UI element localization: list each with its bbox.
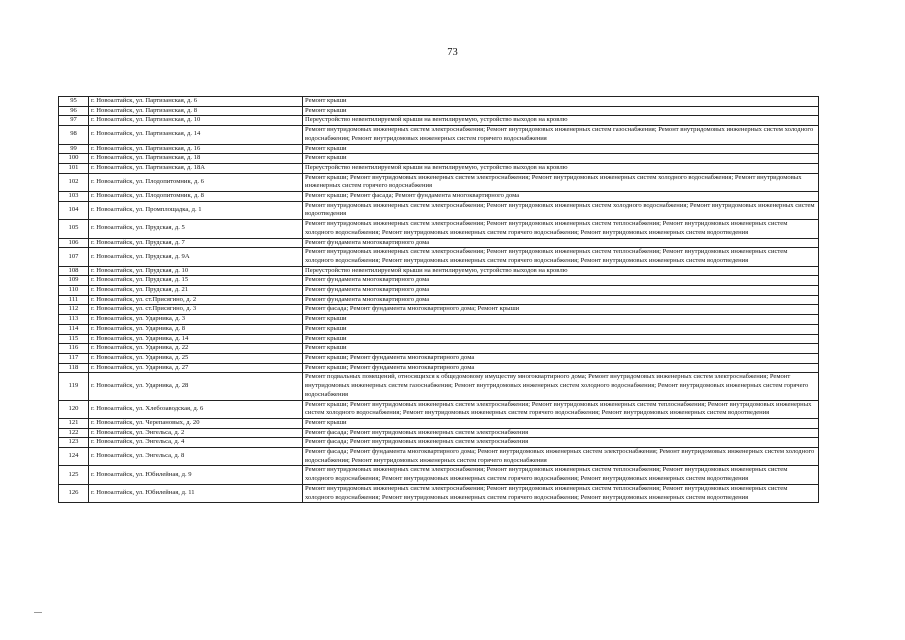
works-cell: Ремонт внутридомовых инженерных систем электроснабжения; Ремонт внутридомовых инженерных систем холодного водоснабжения; Ремонт внутридомовых инженерных систем водоотведения <box>303 201 819 219</box>
address-cell: г. Новоалтайск, ул. Прудская, д. 5 <box>89 220 303 238</box>
address-cell: г. Новоалтайск, ул. Плодопитомник, д. 6 <box>89 173 303 191</box>
table-row <box>59 438 819 448</box>
row-number-cell: 114 <box>59 324 89 334</box>
address-cell: г. Новоалтайск, ул. Промплощадка, д. 1 <box>89 201 303 219</box>
address-cell: г. Новоалтайск, ул. Ударника, д. 27 <box>89 363 303 373</box>
table-row <box>59 315 819 325</box>
address-cell: г. Новоалтайск, ул. Ударника, д. 22 <box>89 344 303 354</box>
address-cell: г. Новоалтайск, ул. Ударника, д. 14 <box>89 334 303 344</box>
row-number-cell: 122 <box>59 428 89 438</box>
row-number-cell: 100 <box>59 154 89 164</box>
works-cell: Ремонт крыши; Ремонт фундамента многоквартирного дома <box>303 363 819 373</box>
table-row <box>59 428 819 438</box>
table-row <box>59 295 819 305</box>
address-cell: г. Новоалтайск, ул. Юбилейная, д. 9 <box>89 466 303 484</box>
row-number-cell: 117 <box>59 353 89 363</box>
table-row <box>59 97 819 107</box>
address-cell: г. Новоалтайск, ул. Партизанская, д. 18 <box>89 154 303 164</box>
works-cell: Ремонт подвальных помещений, относящихся к общедомовому имуществу многоквартирного дома; Ремонт внутридомовых инженерных систем электроснабжения; Ремонт внутридомовых инженерных систем газоснабжения; Ремонт внутридомовых инженерных систем холодного водоснабжения; Ремонт внутридомовых инженерных систем горячего водоснабжения <box>303 373 819 400</box>
row-number-cell: 119 <box>59 373 89 400</box>
row-number-cell: 96 <box>59 106 89 116</box>
table-row <box>59 106 819 116</box>
row-number-cell: 118 <box>59 363 89 373</box>
table-row <box>59 448 819 466</box>
table-row <box>59 305 819 315</box>
table-row <box>59 344 819 354</box>
row-number-cell: 125 <box>59 466 89 484</box>
works-cell: Переустройство невентилируемой крыши на вентилируемую, устройство выходов на кровлю <box>303 116 819 126</box>
row-number-cell: 102 <box>59 173 89 191</box>
address-cell: г. Новоалтайск, ул. Ударника, д. 3 <box>89 315 303 325</box>
table-row <box>59 400 819 418</box>
table-row <box>59 484 819 502</box>
works-cell: Ремонт крыши <box>303 418 819 428</box>
works-cell: Ремонт крыши; Ремонт внутридомовых инженерных систем электроснабжения; Ремонт внутридомовых инженерных систем холодного водоснабжения; Ремонт внутридомовых инженерных систем горячего водоснабжения <box>303 173 819 191</box>
address-cell: г. Новоалтайск, ул. ст.Присягино, д. 3 <box>89 305 303 315</box>
row-number-cell: 101 <box>59 163 89 173</box>
row-number-cell: 115 <box>59 334 89 344</box>
table-row <box>59 418 819 428</box>
works-cell: Ремонт крыши <box>303 324 819 334</box>
address-cell: г. Новоалтайск, ул. Черепановых, д. 20 <box>89 418 303 428</box>
row-number-cell: 104 <box>59 201 89 219</box>
row-number-cell: 111 <box>59 295 89 305</box>
row-number-cell: 95 <box>59 97 89 107</box>
works-cell: Ремонт крыши; Ремонт фундамента многоквартирного дома <box>303 353 819 363</box>
address-cell: г. Новоалтайск, ул. Партизанская, д. 16 <box>89 144 303 154</box>
table-row <box>59 144 819 154</box>
table-row <box>59 163 819 173</box>
table-row <box>59 220 819 238</box>
table-row <box>59 266 819 276</box>
table-row <box>59 276 819 286</box>
row-number-cell: 121 <box>59 418 89 428</box>
address-cell: г. Новоалтайск, ул. Энгельса, д. 2 <box>89 428 303 438</box>
row-number-cell: 106 <box>59 238 89 248</box>
address-cell: г. Новоалтайск, ул. Ударника, д. 8 <box>89 324 303 334</box>
row-number-cell: 98 <box>59 126 89 144</box>
works-cell: Ремонт крыши <box>303 154 819 164</box>
row-number-cell: 108 <box>59 266 89 276</box>
table-row <box>59 286 819 296</box>
row-number-cell: 124 <box>59 448 89 466</box>
table-row <box>59 154 819 164</box>
address-cell: г. Новоалтайск, ул. Прудская, д. 9А <box>89 248 303 266</box>
table-row <box>59 373 819 400</box>
row-number-cell: 126 <box>59 484 89 502</box>
works-cell: Ремонт крыши <box>303 315 819 325</box>
works-cell: Ремонт фундамента многоквартирного дома <box>303 276 819 286</box>
works-cell: Ремонт фасада; Ремонт внутридомовых инженерных систем электроснабжения <box>303 438 819 448</box>
address-cell: г. Новоалтайск, ул. Партизанская, д. 14 <box>89 126 303 144</box>
works-cell: Ремонт крыши <box>303 97 819 107</box>
row-number-cell: 105 <box>59 220 89 238</box>
address-cell: г. Новоалтайск, ул. Партизанская, д. 6 <box>89 97 303 107</box>
works-cell: Ремонт внутридомовых инженерных систем электроснабжения; Ремонт внутридомовых инженерных систем газоснабжения; Ремонт внутридомовых инженерных систем холодного водоснабжения; Ремонт внутридомовых инженерных систем горячего водоснабжения <box>303 126 819 144</box>
row-number-cell: 109 <box>59 276 89 286</box>
works-cell: Ремонт крыши; Ремонт внутридомовых инженерных систем электроснабжения; Ремонт внутридомовых инженерных систем теплоснабжения; Ремонт внутридомовых инженерных систем холодного водоснабжения; Ремонт внутридомовых инженерных систем горячего водоснабжения; Ремонт внутридомовых инженерных систем водоотведения <box>303 400 819 418</box>
table-row <box>59 466 819 484</box>
row-number-cell: 107 <box>59 248 89 266</box>
address-cell: г. Новоалтайск, ул. Энгельса, д. 8 <box>89 448 303 466</box>
address-cell: г. Новоалтайск, ул. Плодопитомник, д. 8 <box>89 192 303 202</box>
works-cell: Ремонт крыши <box>303 106 819 116</box>
address-cell: г. Новоалтайск, ул. ст.Присягино, д. 2 <box>89 295 303 305</box>
works-cell: Ремонт крыши <box>303 344 819 354</box>
row-number-cell: 103 <box>59 192 89 202</box>
row-number-cell: 123 <box>59 438 89 448</box>
row-number-cell: 116 <box>59 344 89 354</box>
table-row <box>59 126 819 144</box>
repair-program-table <box>58 96 819 503</box>
works-cell: Переустройство невентилируемой крыши на вентилируемую, устройство выходов на кровлю <box>303 266 819 276</box>
address-cell: г. Новоалтайск, ул. Партизанская, д. 10 <box>89 116 303 126</box>
works-cell: Переустройство невентилируемой крыши на вентилируемую, устройство выходов на кровлю <box>303 163 819 173</box>
address-cell: г. Новоалтайск, ул. Партизанская, д. 8 <box>89 106 303 116</box>
works-cell: Ремонт фасада; Ремонт фундамента многоквартирного дома; Ремонт внутридомовых инженерных систем электроснабжения; Ремонт внутридомовых инженерных систем холодного водоснабжения; Ремонт внутридомовых инженерных систем горячего водоснабжения <box>303 448 819 466</box>
table-row <box>59 353 819 363</box>
scan-mark <box>34 612 42 613</box>
table-row <box>59 248 819 266</box>
page-number: 73 <box>447 47 458 58</box>
address-cell: г. Новоалтайск, ул. Прудская, д. 21 <box>89 286 303 296</box>
address-cell: г. Новоалтайск, ул. Юбилейная, д. 11 <box>89 484 303 502</box>
address-cell: г. Новоалтайск, ул. Энгельса, д. 4 <box>89 438 303 448</box>
row-number-cell: 99 <box>59 144 89 154</box>
table-row <box>59 192 819 202</box>
table-row <box>59 363 819 373</box>
row-number-cell: 113 <box>59 315 89 325</box>
table-row <box>59 238 819 248</box>
table-row <box>59 334 819 344</box>
table-body <box>59 97 819 503</box>
address-cell: г. Новоалтайск, ул. Ударника, д. 28 <box>89 373 303 400</box>
works-cell: Ремонт фасада; Ремонт внутридомовых инженерных систем электроснабжения <box>303 428 819 438</box>
address-cell: г. Новоалтайск, ул. Прудская, д. 10 <box>89 266 303 276</box>
works-cell: Ремонт фасада; Ремонт фундамента многоквартирного дома; Ремонт крыши <box>303 305 819 315</box>
address-cell: г. Новоалтайск, ул. Прудская, д. 7 <box>89 238 303 248</box>
table-row <box>59 201 819 219</box>
row-number-cell: 110 <box>59 286 89 296</box>
works-cell: Ремонт крыши <box>303 334 819 344</box>
works-cell: Ремонт фундамента многоквартирного дома <box>303 238 819 248</box>
works-cell: Ремонт фундамента многоквартирного дома <box>303 286 819 296</box>
works-cell: Ремонт внутридомовых инженерных систем электроснабжения; Ремонт внутридомовых инженерных систем теплоснабжения; Ремонт внутридомовых инженерных систем холодного водоснабжения; Ремонт внутридомовых инженерных систем горячего водоснабжения; Ремонт внутридомовых инженерных систем водоотведения <box>303 220 819 238</box>
row-number-cell: 112 <box>59 305 89 315</box>
table-row <box>59 116 819 126</box>
works-cell: Ремонт внутридомовых инженерных систем электроснабжения; Ремонт внутридомовых инженерных систем теплоснабжения; Ремонт внутридомовых инженерных систем холодного водоснабжения; Ремонт внутридомовых инженерных систем горячего водоснабжения; Ремонт внутридомовых инженерных систем водоотведения <box>303 248 819 266</box>
row-number-cell: 97 <box>59 116 89 126</box>
works-cell: Ремонт крыши <box>303 144 819 154</box>
works-cell: Ремонт крыши; Ремонт фасада; Ремонт фундамента многоквартирного дома <box>303 192 819 202</box>
address-cell: г. Новоалтайск, ул. Партизанская, д. 18А <box>89 163 303 173</box>
address-cell: г. Новоалтайск, ул. Хлебозаводская, д. 6 <box>89 400 303 418</box>
works-cell: Ремонт внутридомовых инженерных систем электроснабжения; Ремонт внутридомовых инженерных систем теплоснабжения; Ремонт внутридомовых инженерных систем холодного водоснабжения; Ремонт внутридомовых инженерных систем горячего водоснабжения; Ремонт внутридомовых инженерных систем водоотведения <box>303 466 819 484</box>
works-cell: Ремонт фундамента многоквартирного дома <box>303 295 819 305</box>
address-cell: г. Новоалтайск, ул. Прудская, д. 15 <box>89 276 303 286</box>
works-cell: Ремонт внутридомовых инженерных систем электроснабжения; Ремонт внутридомовых инженерных систем теплоснабжения; Ремонт внутридомовых инженерных систем холодного водоснабжения; Ремонт внутридомовых инженерных систем горячего водоснабжения; Ремонт внутридомовых инженерных систем водоотведения <box>303 484 819 502</box>
table-row <box>59 173 819 191</box>
address-cell: г. Новоалтайск, ул. Ударника, д. 25 <box>89 353 303 363</box>
row-number-cell: 120 <box>59 400 89 418</box>
table-row <box>59 324 819 334</box>
